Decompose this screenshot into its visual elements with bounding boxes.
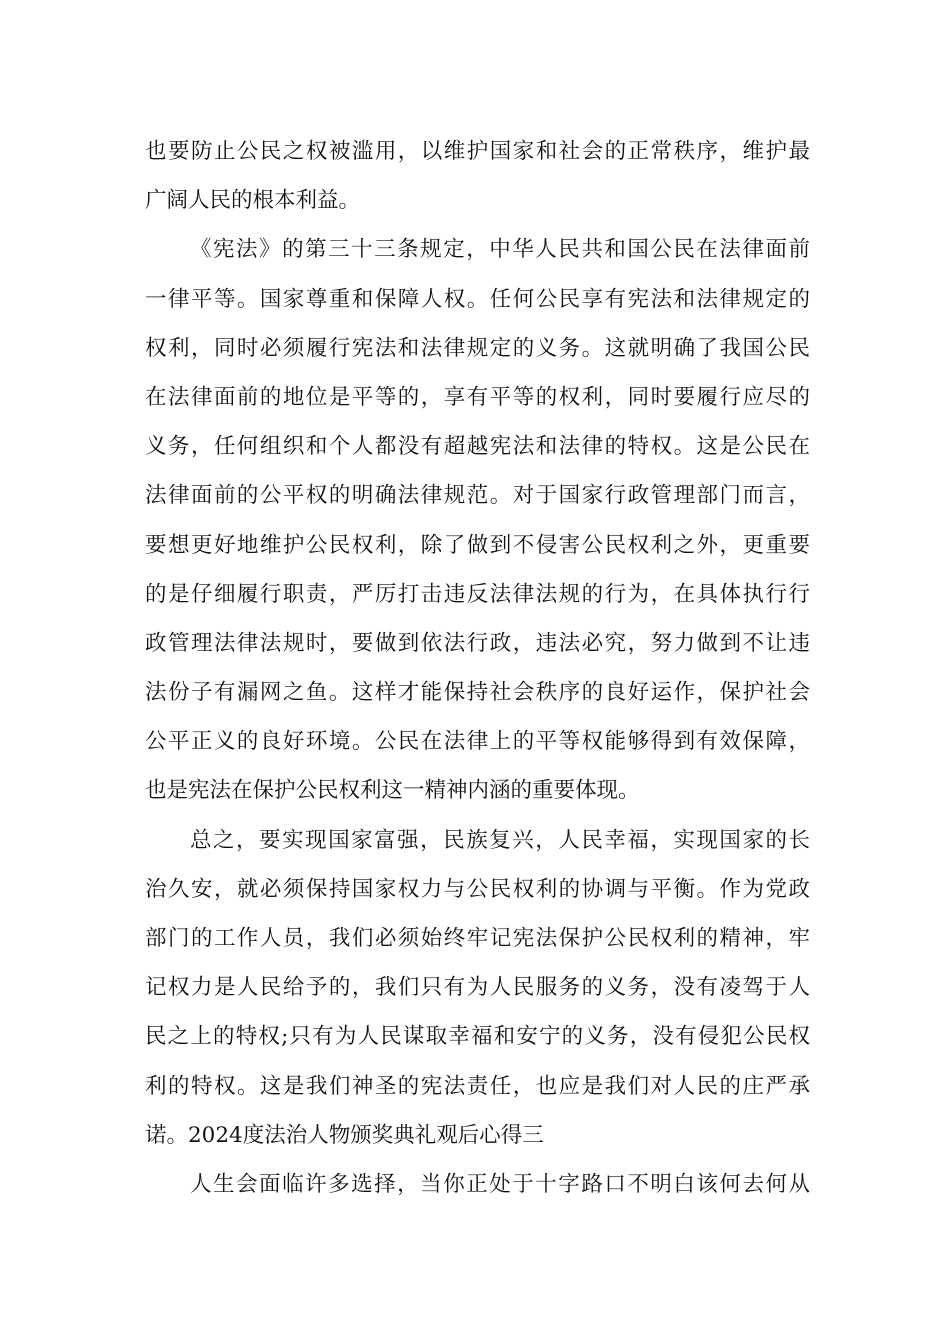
text-line: 诺。2024度法治人物颁奖典礼观后心得三: [145, 1122, 544, 1148]
text-line: 记权力是人民给予的，我们只有为人民服务的义务，没有凌驾于人: [145, 975, 810, 1001]
text-line: 的是仔细履行职责，严厉打击违反法律法规的行为，在具体执行行: [145, 581, 810, 607]
text-line: 总之，要实现国家富强，民族复兴，人民幸福，实现国家的长: [190, 827, 810, 853]
text-line: 治久安，就必须保持国家权力与公民权利的协调与平衡。作为党政: [145, 876, 810, 902]
text-line: 人生会面临许多选择，当你正处于十字路口不明白该何去何从: [190, 1171, 810, 1197]
text-line: 权利，同时必须履行宪法和法律规定的义务。这就明确了我国公民: [145, 335, 810, 361]
text-line: 利的特权。这是我们神圣的宪法责任，也应是我们对人民的庄严承: [145, 1073, 810, 1099]
text-line: 义务，任何组织和个人都没有超越宪法和法律的特权。这是公民在: [145, 434, 810, 460]
text-line: 在法律面前的地位是平等的，享有平等的权利，同时要履行应尽的: [145, 384, 810, 410]
text-line: 法律面前的公平权的明确法律规范。对于国家行政管理部门而言，: [145, 483, 810, 509]
text-line: 一律平等。国家尊重和保障人权。任何公民享有宪法和法律规定的: [145, 286, 810, 312]
document-body: [145, 127, 810, 1209]
text-line: 法份子有漏网之鱼。这样才能保持社会秩序的良好运作，保护社会: [145, 680, 810, 706]
text-line: 《宪法》的第三十三条规定，中华人民共和国公民在法律面前: [190, 237, 810, 263]
text-line: 要想更好地维护公民权利，除了做到不侵害公民权利之外，更重要: [145, 532, 810, 558]
text-line: 广阔人民的根本利益。: [145, 188, 361, 214]
text-line: 也要防止公民之权被滥用，以维护国家和社会的正常秩序，维护最: [145, 139, 810, 164]
text-line: 民之上的特权;只有为人民谋取幸福和安宁的义务，没有侵犯公民权: [145, 1024, 810, 1050]
text-line: 部门的工作人员，我们必须始终牢记宪法保护公民权利的精神，牢: [145, 926, 810, 951]
text-line: 政管理法律法规时，要做到依法行政，违法必究，努力做到不让违: [145, 630, 810, 656]
text-line: 公平正义的良好环境。公民在法律上的平等权能够得到有效保障，: [145, 729, 810, 755]
text-line: 也是宪法在保护公民权利这一精神内涵的重要体现。: [145, 778, 640, 804]
